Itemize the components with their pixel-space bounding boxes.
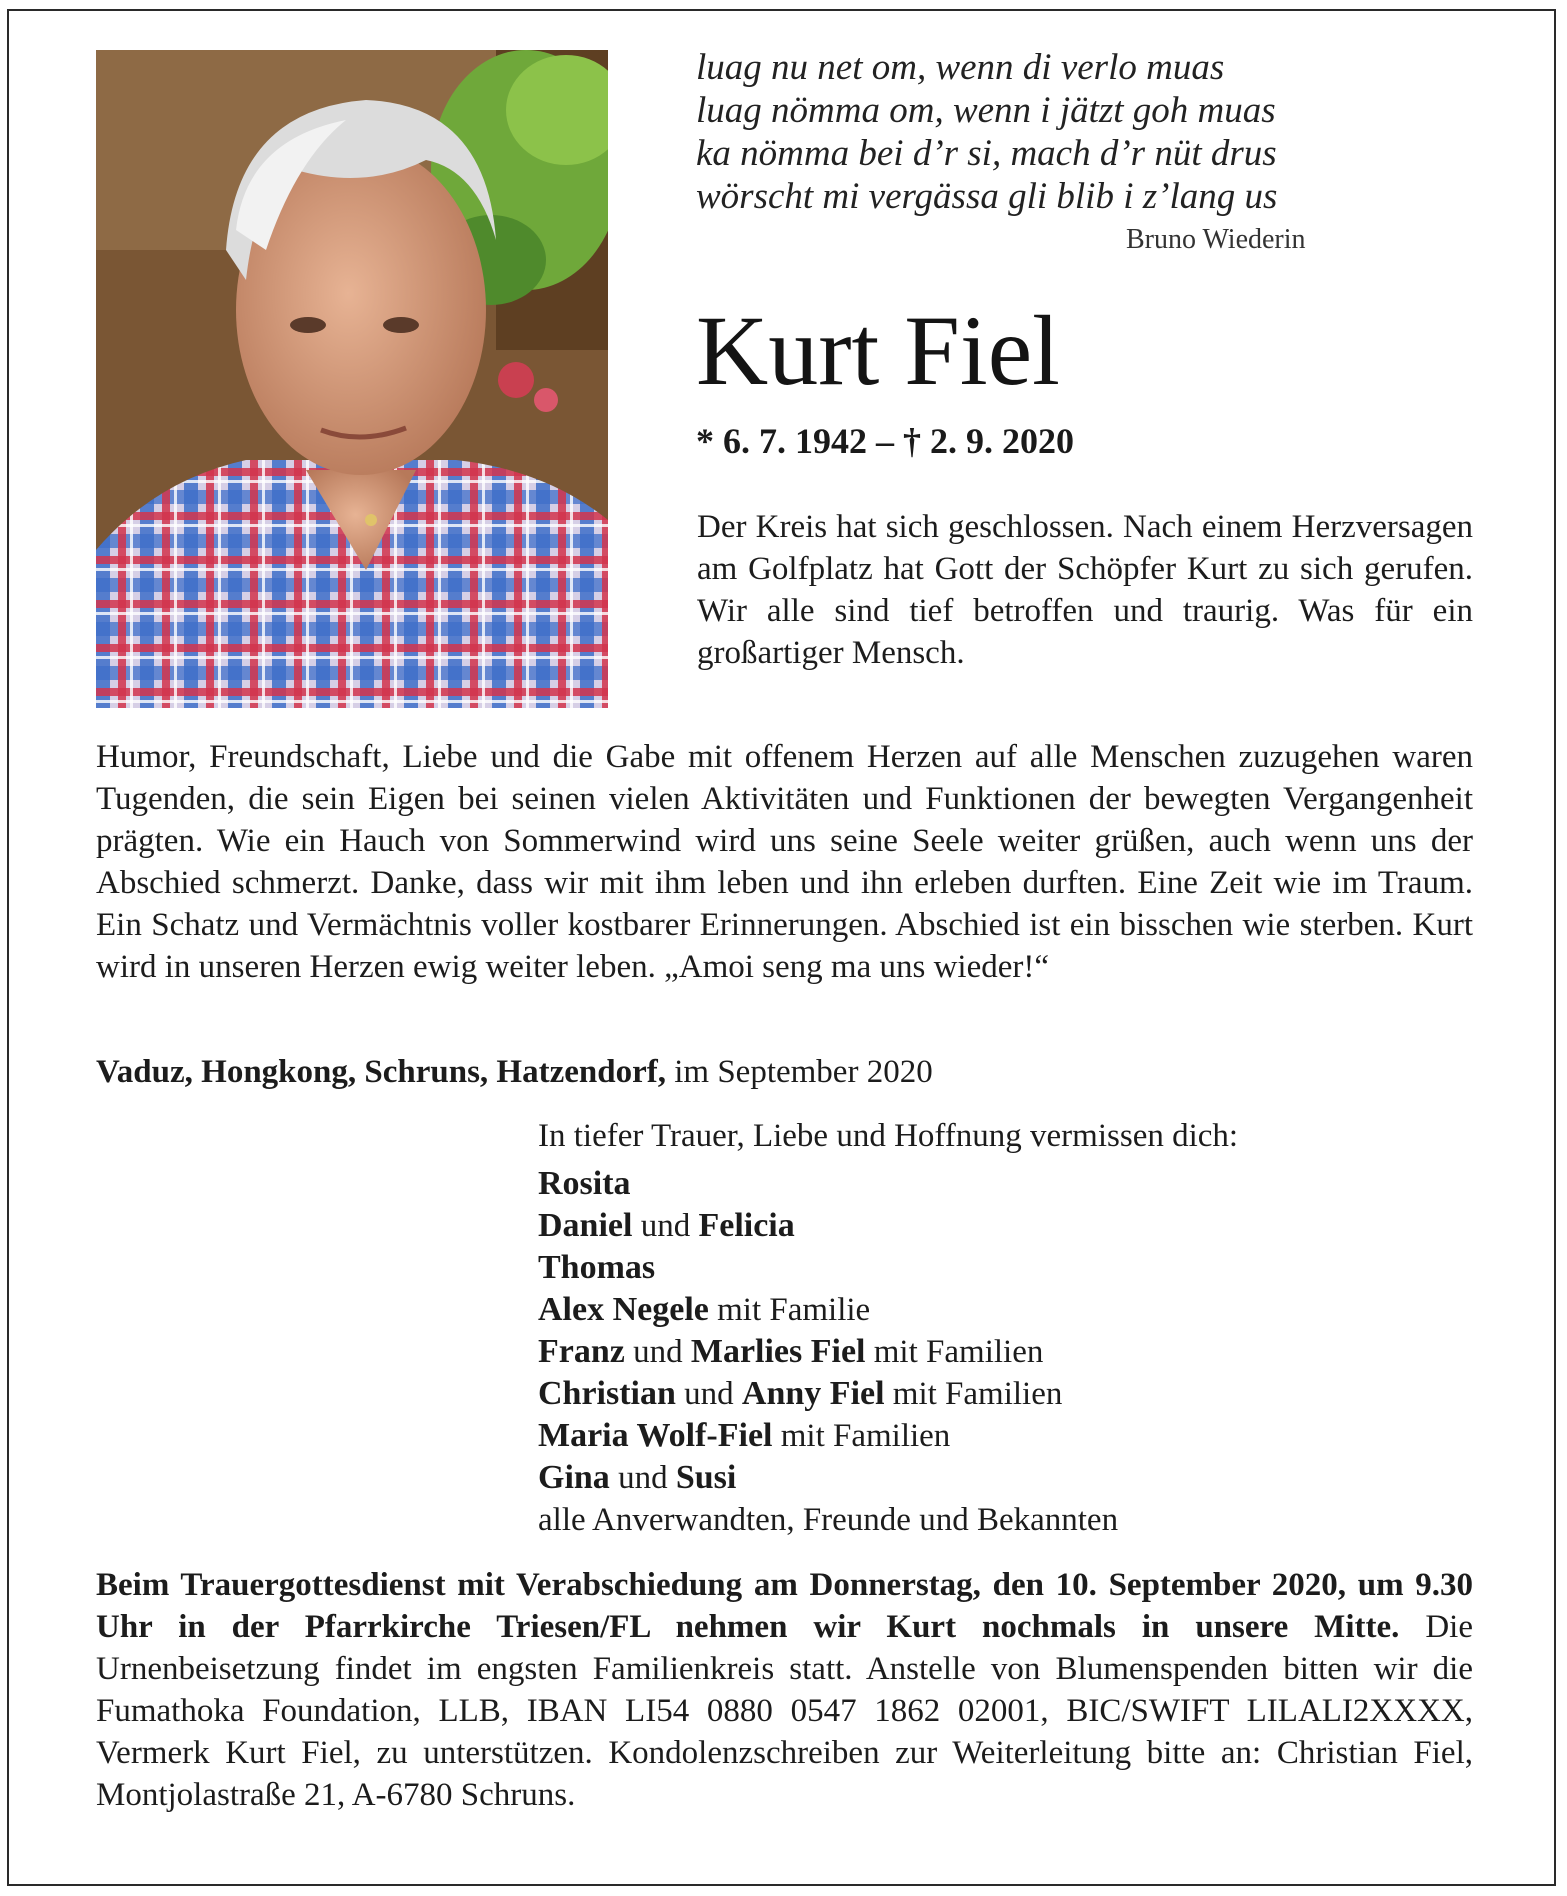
mourner-connector: und xyxy=(675,1376,742,1412)
deceased-name: Kurt Fiel xyxy=(696,295,1060,406)
mourner-name: Maria Wolf-Fiel xyxy=(538,1417,773,1454)
poem xyxy=(696,46,1396,218)
places: Vaduz, Hongkong, Schruns, Hatzendorf, xyxy=(96,1054,666,1090)
mourners-list xyxy=(538,1163,1468,1541)
mourner-name: Franz xyxy=(538,1333,625,1370)
mourner-name: Susi xyxy=(675,1459,737,1496)
mourner-line xyxy=(538,1457,1468,1499)
mourner-name: Gina xyxy=(538,1459,610,1496)
mourner-connector: und xyxy=(624,1334,691,1370)
tribute-paragraph: Humor, Freundschaft, Liebe und die Gabe mit offenem Herzen auf alle Menschen zuzugehen waren Tugenden, die sein Eigen bei seinen vielen Aktivitäten und Funktionen der bewegten Vergangenheit prägten. Wie ein Hauch von Sommerwind wird uns seine Seele weiter grüßen, auch wenn uns der Abschied schmerzt. Danke, dass wir mit ihm leben und ihn erleben durften. Eine Zeit wie im Traum. Ein Schatz und Vermächtnis voller kostbarer Erinnerungen. Abschied ist ein bisschen wie sterben. Kurt wird in unseren Herzen ewig weiter leben. „Amoi seng ma uns wieder!“ xyxy=(96,739,1473,985)
mourner-name: Alex Negele xyxy=(538,1291,709,1328)
portrait-photo xyxy=(96,50,608,708)
mourners-heading: In tiefer Trauer, Liebe und Hoffnung vermissen dich: xyxy=(538,1118,1239,1154)
poem-line: luag nömma om, wenn i jätzt goh muas xyxy=(696,90,1276,131)
mourner-connector: mit Familie xyxy=(708,1292,871,1328)
mourner-name: Felicia xyxy=(698,1207,795,1244)
mourner-name: Daniel xyxy=(538,1207,633,1244)
life-dates: * 6. 7. 1942 – † 2. 9. 2020 xyxy=(696,421,1074,461)
mourner-line xyxy=(538,1331,1468,1373)
mourner-name: Christian xyxy=(538,1375,676,1412)
month-year: im September 2020 xyxy=(665,1054,933,1090)
service-paragraph xyxy=(96,1564,1473,1816)
poem-line: luag nu net om, wenn di verlo muas xyxy=(696,47,1225,88)
mourner-connector: alle Anverwandten, Freunde und Bekannten xyxy=(538,1502,1119,1538)
service-details: Beim Trauergottesdienst mit Verabschiedung am Donnerstag, den 10. September 2020, um 9.30 Uhr in der Pfarrkirche Triesen/FL nehmen wir Kurt nochmals in unsere Mitte. xyxy=(96,1567,1473,1645)
mourner-line xyxy=(538,1373,1468,1415)
mourner-connector: mit Familien xyxy=(865,1334,1044,1370)
poem-line: ka nömma bei d’r si, mach d’r nüt drus xyxy=(696,133,1277,174)
mourner-name: Thomas xyxy=(538,1249,656,1286)
service-notes: Die Urnenbeisetzung findet im engsten Familienkreis statt. Anstelle von Blumenspenden bitten wir die Fumathoka Foundation, LLB, IBAN LI54 0880 0547 1862 02001, BIC/SWIFT LILALI2XXXX, Vermerk Kurt Fiel, zu unterstützen. Kondolenzschreiben zur Weiterleitung bitte an: Christian Fiel, Montjolastraße 21, A-6780 Schruns. xyxy=(96,1609,1474,1813)
mourner-line xyxy=(538,1499,1468,1541)
mourners-block xyxy=(538,1115,1468,1541)
mourner-line xyxy=(538,1205,1468,1247)
mourner-connector: mit Familien xyxy=(772,1418,951,1454)
mourner-connector: mit Familien xyxy=(884,1376,1063,1412)
mourner-name: Anny Fiel xyxy=(741,1375,885,1412)
mourner-connector: und xyxy=(609,1460,676,1496)
place-date-line xyxy=(96,1054,933,1091)
mourner-name: Marlies Fiel xyxy=(690,1333,866,1370)
mourner-name: Rosita xyxy=(538,1165,631,1202)
intro-paragraph: Der Kreis hat sich geschlossen. Nach einem Herzversagen am Golfplatz hat Gott der Schöpfer Kurt zu sich gerufen. Wir alle sind tief betroffen und traurig. Was für ein großartiger Mensch. xyxy=(697,509,1473,671)
mourner-line xyxy=(538,1289,1468,1331)
mourner-line xyxy=(538,1415,1468,1457)
poem-author: Bruno Wiederin xyxy=(1126,224,1306,255)
poem-line: wörscht mi vergässa gli blib i z’lang us xyxy=(696,176,1278,217)
mourner-line xyxy=(538,1163,1468,1205)
mourner-connector: und xyxy=(632,1208,699,1244)
mourner-line xyxy=(538,1247,1468,1289)
